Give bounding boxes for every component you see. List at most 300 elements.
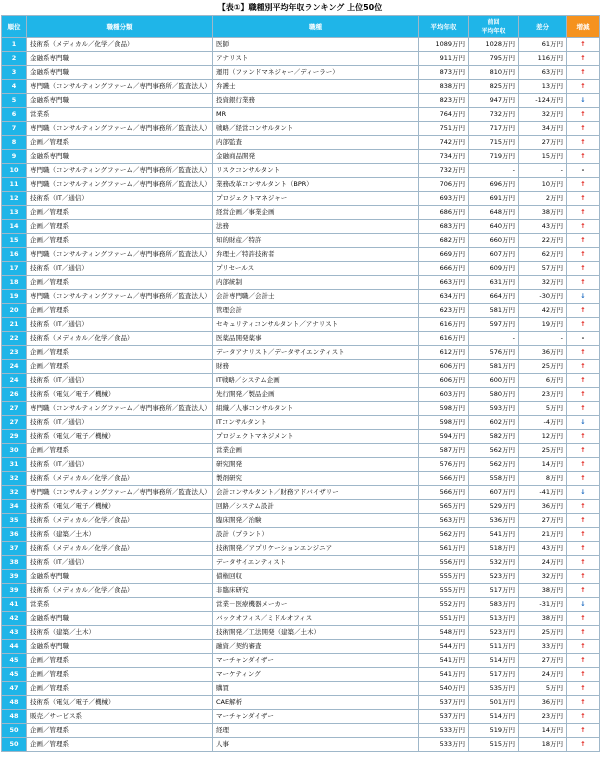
header-job: 職種 bbox=[213, 16, 419, 38]
arrow-up-icon: ↑ bbox=[567, 360, 600, 374]
avg-salary-cell: 555万円 bbox=[419, 570, 469, 584]
category-cell: 専門職（コンサルティングファーム／専門事務所／監査法人） bbox=[27, 122, 213, 136]
avg-salary-cell: 1089万円 bbox=[419, 38, 469, 52]
diff-cell: 116万円 bbox=[519, 52, 567, 66]
arrow-up-icon: ↑ bbox=[567, 38, 600, 52]
prev-salary-cell: 558万円 bbox=[469, 472, 519, 486]
table-row bbox=[2, 486, 600, 500]
table-row bbox=[2, 276, 600, 290]
category-cell: 技術系（メディカル／化学／食品） bbox=[27, 584, 213, 598]
diff-cell: 15万円 bbox=[519, 150, 567, 164]
table-row bbox=[2, 682, 600, 696]
no-change-mark: - bbox=[567, 164, 600, 178]
category-cell: 金融系専門職 bbox=[27, 640, 213, 654]
avg-salary-cell: 552万円 bbox=[419, 598, 469, 612]
avg-salary-cell: 616万円 bbox=[419, 332, 469, 346]
avg-salary-cell: 634万円 bbox=[419, 290, 469, 304]
diff-cell: 13万円 bbox=[519, 80, 567, 94]
category-cell: 技術系（IT／通信） bbox=[27, 458, 213, 472]
avg-salary-cell: 562万円 bbox=[419, 528, 469, 542]
arrow-up-icon: ↑ bbox=[567, 514, 600, 528]
avg-salary-cell: 751万円 bbox=[419, 122, 469, 136]
diff-cell: 25万円 bbox=[519, 360, 567, 374]
diff-cell: 24万円 bbox=[519, 556, 567, 570]
diff-cell: 57万円 bbox=[519, 262, 567, 276]
category-cell: 販売／サービス系 bbox=[27, 710, 213, 724]
category-cell: 企画／管理系 bbox=[27, 220, 213, 234]
job-cell: 技術開発／工法開発（建築／土木） bbox=[213, 626, 419, 640]
avg-salary-cell: 682万円 bbox=[419, 234, 469, 248]
job-cell: 法務 bbox=[213, 220, 419, 234]
avg-salary-cell: 764万円 bbox=[419, 108, 469, 122]
arrow-up-icon: ↑ bbox=[567, 444, 600, 458]
rank-cell: 47 bbox=[2, 682, 27, 696]
diff-cell: -4万円 bbox=[519, 416, 567, 430]
avg-salary-cell: 734万円 bbox=[419, 150, 469, 164]
category-cell: 技術系（IT／通信） bbox=[27, 416, 213, 430]
avg-salary-cell: 594万円 bbox=[419, 430, 469, 444]
category-cell: 技術系（IT／通信） bbox=[27, 374, 213, 388]
diff-cell: 21万円 bbox=[519, 528, 567, 542]
table-row bbox=[2, 654, 600, 668]
table-row bbox=[2, 542, 600, 556]
table-row bbox=[2, 290, 600, 304]
category-cell: 企画／管理系 bbox=[27, 234, 213, 248]
rank-cell: 9 bbox=[2, 150, 27, 164]
avg-salary-cell: 556万円 bbox=[419, 556, 469, 570]
table-row bbox=[2, 402, 600, 416]
avg-salary-cell: 598万円 bbox=[419, 416, 469, 430]
arrow-up-icon: ↑ bbox=[567, 626, 600, 640]
table-row bbox=[2, 388, 600, 402]
job-cell: 業務改革コンサルタント（BPR） bbox=[213, 178, 419, 192]
prev-salary-cell: 519万円 bbox=[469, 724, 519, 738]
job-cell: プリセールス bbox=[213, 262, 419, 276]
table-row bbox=[2, 598, 600, 612]
table-row bbox=[2, 220, 600, 234]
table-row bbox=[2, 444, 600, 458]
category-cell: 技術系（電気／電子／機械） bbox=[27, 430, 213, 444]
rank-cell: 16 bbox=[2, 248, 27, 262]
prev-salary-cell: 717万円 bbox=[469, 122, 519, 136]
job-cell: 融資／契約審査 bbox=[213, 640, 419, 654]
job-cell: 回路／システム設計 bbox=[213, 500, 419, 514]
diff-cell: 2万円 bbox=[519, 192, 567, 206]
diff-cell: 27万円 bbox=[519, 654, 567, 668]
diff-cell: 33万円 bbox=[519, 640, 567, 654]
diff-cell: 62万円 bbox=[519, 248, 567, 262]
rank-cell: 48 bbox=[2, 710, 27, 724]
diff-cell: -124万円 bbox=[519, 94, 567, 108]
arrow-up-icon: ↑ bbox=[567, 640, 600, 654]
category-cell: 専門職（コンサルティングファーム／専門事務所／監査法人） bbox=[27, 486, 213, 500]
diff-cell: 14万円 bbox=[519, 458, 567, 472]
diff-cell: 38万円 bbox=[519, 206, 567, 220]
rank-cell: 48 bbox=[2, 696, 27, 710]
prev-salary-cell: 691万円 bbox=[469, 192, 519, 206]
rank-cell: 12 bbox=[2, 192, 27, 206]
arrow-down-icon: ↓ bbox=[567, 486, 600, 500]
rank-cell: 15 bbox=[2, 234, 27, 248]
prev-salary-cell: 562万円 bbox=[469, 458, 519, 472]
rank-cell: 14 bbox=[2, 220, 27, 234]
prev-salary-cell: 501万円 bbox=[469, 696, 519, 710]
diff-cell: 24万円 bbox=[519, 668, 567, 682]
arrow-up-icon: ↑ bbox=[567, 556, 600, 570]
arrow-up-icon: ↑ bbox=[567, 654, 600, 668]
category-cell: 金融系専門職 bbox=[27, 66, 213, 80]
prev-salary-cell: 517万円 bbox=[469, 668, 519, 682]
job-cell: ITコンサルタント bbox=[213, 416, 419, 430]
job-cell: アナリスト bbox=[213, 52, 419, 66]
job-cell: 営業－医療機器メーカー bbox=[213, 598, 419, 612]
arrow-up-icon: ↑ bbox=[567, 192, 600, 206]
prev-salary-cell: 580万円 bbox=[469, 388, 519, 402]
job-cell: リスクコンサルタント bbox=[213, 164, 419, 178]
table-row bbox=[2, 738, 600, 752]
arrow-up-icon: ↑ bbox=[567, 178, 600, 192]
job-cell: CAE解析 bbox=[213, 696, 419, 710]
diff-cell: -31万円 bbox=[519, 598, 567, 612]
avg-salary-cell: 742万円 bbox=[419, 136, 469, 150]
job-cell: 金融商品開発 bbox=[213, 150, 419, 164]
table-row bbox=[2, 318, 600, 332]
diff-cell: 43万円 bbox=[519, 220, 567, 234]
prev-salary-cell: 660万円 bbox=[469, 234, 519, 248]
category-cell: 企画／管理系 bbox=[27, 360, 213, 374]
table-row bbox=[2, 332, 600, 346]
avg-salary-cell: 616万円 bbox=[419, 318, 469, 332]
prev-salary-cell: 513万円 bbox=[469, 612, 519, 626]
prev-salary-cell: 593万円 bbox=[469, 402, 519, 416]
avg-salary-cell: 587万円 bbox=[419, 444, 469, 458]
category-cell: 金融系専門職 bbox=[27, 94, 213, 108]
job-cell: 弁護士 bbox=[213, 80, 419, 94]
category-cell: 技術系（建築／土木） bbox=[27, 528, 213, 542]
rank-cell: 43 bbox=[2, 626, 27, 640]
diff-cell: 6万円 bbox=[519, 374, 567, 388]
arrow-down-icon: ↓ bbox=[567, 94, 600, 108]
arrow-up-icon: ↑ bbox=[567, 696, 600, 710]
arrow-up-icon: ↑ bbox=[567, 206, 600, 220]
category-cell: 企画／管理系 bbox=[27, 654, 213, 668]
avg-salary-cell: 551万円 bbox=[419, 612, 469, 626]
header-avg: 平均年収 bbox=[419, 16, 469, 38]
avg-salary-cell: 537万円 bbox=[419, 696, 469, 710]
arrow-up-icon: ↑ bbox=[567, 108, 600, 122]
diff-cell: 10万円 bbox=[519, 178, 567, 192]
prev-salary-cell: 607万円 bbox=[469, 486, 519, 500]
category-cell: 企画／管理系 bbox=[27, 738, 213, 752]
diff-cell: 43万円 bbox=[519, 542, 567, 556]
rank-cell: 37 bbox=[2, 542, 27, 556]
rank-cell: 10 bbox=[2, 164, 27, 178]
prev-salary-cell: 600万円 bbox=[469, 374, 519, 388]
diff-cell: 32万円 bbox=[519, 108, 567, 122]
job-cell: 研究開発 bbox=[213, 458, 419, 472]
rank-cell: 42 bbox=[2, 612, 27, 626]
category-cell: 営業系 bbox=[27, 108, 213, 122]
arrow-up-icon: ↑ bbox=[567, 570, 600, 584]
table-row bbox=[2, 136, 600, 150]
rank-cell: 2 bbox=[2, 52, 27, 66]
table-row bbox=[2, 570, 600, 584]
header-rank: 順位 bbox=[2, 16, 27, 38]
job-cell: セキュリティコンサルタント／アナリスト bbox=[213, 318, 419, 332]
table-row bbox=[2, 612, 600, 626]
table-row bbox=[2, 416, 600, 430]
category-cell: 専門職（コンサルティングファーム／専門事務所／監査法人） bbox=[27, 290, 213, 304]
category-cell: 金融系専門職 bbox=[27, 52, 213, 66]
avg-salary-cell: 663万円 bbox=[419, 276, 469, 290]
table-row bbox=[2, 640, 600, 654]
arrow-up-icon: ↑ bbox=[567, 52, 600, 66]
header-prev bbox=[469, 16, 519, 38]
rank-cell: 36 bbox=[2, 528, 27, 542]
rank-cell: 1 bbox=[2, 38, 27, 52]
avg-salary-cell: 598万円 bbox=[419, 402, 469, 416]
header-prev-line2: 平均年収 bbox=[481, 27, 506, 35]
arrow-up-icon: ↑ bbox=[567, 122, 600, 136]
category-cell: 企画／管理系 bbox=[27, 206, 213, 220]
rank-cell: 13 bbox=[2, 206, 27, 220]
header-trend: 増減 bbox=[567, 16, 600, 38]
job-cell: 内部統制 bbox=[213, 276, 419, 290]
avg-salary-cell: 732万円 bbox=[419, 164, 469, 178]
table-row bbox=[2, 724, 600, 738]
job-cell: マーチャンダイザー bbox=[213, 654, 419, 668]
diff-cell: 36万円 bbox=[519, 500, 567, 514]
rank-cell: 39 bbox=[2, 570, 27, 584]
job-cell: 投資銀行業務 bbox=[213, 94, 419, 108]
job-cell: 医師 bbox=[213, 38, 419, 52]
arrow-up-icon: ↑ bbox=[567, 724, 600, 738]
job-cell: 組織／人事コンサルタント bbox=[213, 402, 419, 416]
prev-salary-cell: 529万円 bbox=[469, 500, 519, 514]
diff-cell: 19万円 bbox=[519, 318, 567, 332]
prev-salary-cell: - bbox=[469, 164, 519, 178]
prev-salary-cell: 581万円 bbox=[469, 360, 519, 374]
rank-cell: 35 bbox=[2, 514, 27, 528]
job-cell: IT戦略／システム企画 bbox=[213, 374, 419, 388]
avg-salary-cell: 693万円 bbox=[419, 192, 469, 206]
arrow-up-icon: ↑ bbox=[567, 584, 600, 598]
rank-cell: 27 bbox=[2, 416, 27, 430]
category-cell: 技術系（IT／通信） bbox=[27, 556, 213, 570]
table-row bbox=[2, 108, 600, 122]
avg-salary-cell: 669万円 bbox=[419, 248, 469, 262]
arrow-up-icon: ↑ bbox=[567, 234, 600, 248]
job-cell: 技術開発／アプリケーションエンジニア bbox=[213, 542, 419, 556]
diff-cell: 34万円 bbox=[519, 122, 567, 136]
table-row bbox=[2, 430, 600, 444]
table-row bbox=[2, 164, 600, 178]
prev-salary-cell: 562万円 bbox=[469, 444, 519, 458]
category-cell: 金融系専門職 bbox=[27, 150, 213, 164]
category-cell: 営業系 bbox=[27, 598, 213, 612]
arrow-up-icon: ↑ bbox=[567, 402, 600, 416]
job-cell: 戦略／経営コンサルタント bbox=[213, 122, 419, 136]
avg-salary-cell: 544万円 bbox=[419, 640, 469, 654]
rank-cell: 27 bbox=[2, 402, 27, 416]
rank-cell: 44 bbox=[2, 640, 27, 654]
job-cell: マーケティング bbox=[213, 668, 419, 682]
category-cell: 技術系（IT／通信） bbox=[27, 262, 213, 276]
salary-ranking-table bbox=[1, 15, 600, 752]
diff-cell: 38万円 bbox=[519, 612, 567, 626]
category-cell: 専門職（コンサルティングファーム／専門事務所／監査法人） bbox=[27, 164, 213, 178]
arrow-up-icon: ↑ bbox=[567, 220, 600, 234]
rank-cell: 23 bbox=[2, 346, 27, 360]
category-cell: 企画／管理系 bbox=[27, 136, 213, 150]
prev-salary-cell: 581万円 bbox=[469, 304, 519, 318]
rank-cell: 45 bbox=[2, 668, 27, 682]
job-cell: 債権回収 bbox=[213, 570, 419, 584]
category-cell: 専門職（コンサルティングファーム／専門事務所／監査法人） bbox=[27, 248, 213, 262]
rank-cell: 29 bbox=[2, 430, 27, 444]
no-change-mark: - bbox=[567, 332, 600, 346]
rank-cell: 32 bbox=[2, 472, 27, 486]
category-cell: 技術系（IT／通信） bbox=[27, 192, 213, 206]
avg-salary-cell: 565万円 bbox=[419, 500, 469, 514]
diff-cell: 14万円 bbox=[519, 724, 567, 738]
prev-salary-cell: 517万円 bbox=[469, 584, 519, 598]
diff-cell: 61万円 bbox=[519, 38, 567, 52]
avg-salary-cell: 873万円 bbox=[419, 66, 469, 80]
table-row bbox=[2, 360, 600, 374]
rank-cell: 4 bbox=[2, 80, 27, 94]
rank-cell: 6 bbox=[2, 108, 27, 122]
rank-cell: 45 bbox=[2, 654, 27, 668]
arrow-up-icon: ↑ bbox=[567, 136, 600, 150]
job-cell: マーチャンダイザー bbox=[213, 710, 419, 724]
avg-salary-cell: 541万円 bbox=[419, 654, 469, 668]
rank-cell: 41 bbox=[2, 598, 27, 612]
category-cell: 技術系（電気／電子／機械） bbox=[27, 388, 213, 402]
avg-salary-cell: 566万円 bbox=[419, 486, 469, 500]
prev-salary-cell: 536万円 bbox=[469, 514, 519, 528]
category-cell: 技術系（電気／電子／機械） bbox=[27, 500, 213, 514]
arrow-down-icon: ↓ bbox=[567, 416, 600, 430]
arrow-down-icon: ↓ bbox=[567, 598, 600, 612]
rank-cell: 18 bbox=[2, 276, 27, 290]
prev-salary-cell: 795万円 bbox=[469, 52, 519, 66]
diff-cell: 18万円 bbox=[519, 738, 567, 752]
avg-salary-cell: 686万円 bbox=[419, 206, 469, 220]
category-cell: 金融系専門職 bbox=[27, 570, 213, 584]
arrow-up-icon: ↑ bbox=[567, 738, 600, 752]
diff-cell: 27万円 bbox=[519, 514, 567, 528]
header-prev-line1: 前回 bbox=[487, 18, 500, 26]
table-row bbox=[2, 696, 600, 710]
prev-salary-cell: - bbox=[469, 332, 519, 346]
prev-salary-cell: 732万円 bbox=[469, 108, 519, 122]
diff-cell: 38万円 bbox=[519, 584, 567, 598]
table-header-row bbox=[2, 16, 600, 38]
header-category: 職種分類 bbox=[27, 16, 213, 38]
arrow-up-icon: ↑ bbox=[567, 346, 600, 360]
prev-salary-cell: 715万円 bbox=[469, 136, 519, 150]
prev-salary-cell: 541万円 bbox=[469, 528, 519, 542]
rank-cell: 20 bbox=[2, 304, 27, 318]
table-row bbox=[2, 234, 600, 248]
header-diff: 差分 bbox=[519, 16, 567, 38]
table-row bbox=[2, 500, 600, 514]
table-row bbox=[2, 556, 600, 570]
diff-cell: 63万円 bbox=[519, 66, 567, 80]
avg-salary-cell: 683万円 bbox=[419, 220, 469, 234]
table-row bbox=[2, 80, 600, 94]
avg-salary-cell: 533万円 bbox=[419, 724, 469, 738]
prev-salary-cell: 1028万円 bbox=[469, 38, 519, 52]
avg-salary-cell: 706万円 bbox=[419, 178, 469, 192]
table-row bbox=[2, 206, 600, 220]
table-row bbox=[2, 528, 600, 542]
category-cell: 企画／管理系 bbox=[27, 668, 213, 682]
category-cell: 金融系専門職 bbox=[27, 612, 213, 626]
avg-salary-cell: 548万円 bbox=[419, 626, 469, 640]
prev-salary-cell: 532万円 bbox=[469, 556, 519, 570]
rank-cell: 38 bbox=[2, 556, 27, 570]
arrow-up-icon: ↑ bbox=[567, 682, 600, 696]
arrow-up-icon: ↑ bbox=[567, 66, 600, 80]
table-row bbox=[2, 584, 600, 598]
prev-salary-cell: 576万円 bbox=[469, 346, 519, 360]
job-cell: バックオフィス／ミドルオフィス bbox=[213, 612, 419, 626]
job-cell: 運用（ファンドマネジャー／ディーラー） bbox=[213, 66, 419, 80]
category-cell: 企画／管理系 bbox=[27, 346, 213, 360]
rank-cell: 39 bbox=[2, 584, 27, 598]
arrow-up-icon: ↑ bbox=[567, 458, 600, 472]
table-row bbox=[2, 178, 600, 192]
job-cell: 設計（プラント） bbox=[213, 528, 419, 542]
avg-salary-cell: 666万円 bbox=[419, 262, 469, 276]
table-row bbox=[2, 262, 600, 276]
category-cell: 企画／管理系 bbox=[27, 724, 213, 738]
prev-salary-cell: 518万円 bbox=[469, 542, 519, 556]
prev-salary-cell: 523万円 bbox=[469, 570, 519, 584]
avg-salary-cell: 540万円 bbox=[419, 682, 469, 696]
job-cell: 先行開発／製品企画 bbox=[213, 388, 419, 402]
avg-salary-cell: 555万円 bbox=[419, 584, 469, 598]
job-cell: 非臨床研究 bbox=[213, 584, 419, 598]
prev-salary-cell: 514万円 bbox=[469, 710, 519, 724]
rank-cell: 24 bbox=[2, 360, 27, 374]
prev-salary-cell: 583万円 bbox=[469, 598, 519, 612]
avg-salary-cell: 606万円 bbox=[419, 360, 469, 374]
job-cell: データアナリスト／データサイエンティスト bbox=[213, 346, 419, 360]
prev-salary-cell: 607万円 bbox=[469, 248, 519, 262]
category-cell: 技術系（メディカル／化学／食品） bbox=[27, 514, 213, 528]
arrow-up-icon: ↑ bbox=[567, 80, 600, 94]
prev-salary-cell: 523万円 bbox=[469, 626, 519, 640]
table-row bbox=[2, 304, 600, 318]
prev-salary-cell: 810万円 bbox=[469, 66, 519, 80]
diff-cell: -41万円 bbox=[519, 486, 567, 500]
arrow-up-icon: ↑ bbox=[567, 318, 600, 332]
category-cell: 技術系（電気／電子／機械） bbox=[27, 696, 213, 710]
rank-cell: 19 bbox=[2, 290, 27, 304]
diff-cell: 8万円 bbox=[519, 472, 567, 486]
category-cell: 企画／管理系 bbox=[27, 304, 213, 318]
diff-cell: - bbox=[519, 164, 567, 178]
table-row bbox=[2, 52, 600, 66]
diff-cell: 5万円 bbox=[519, 682, 567, 696]
prev-salary-cell: 719万円 bbox=[469, 150, 519, 164]
rank-cell: 5 bbox=[2, 94, 27, 108]
job-cell: 財務 bbox=[213, 360, 419, 374]
diff-cell: 25万円 bbox=[519, 626, 567, 640]
